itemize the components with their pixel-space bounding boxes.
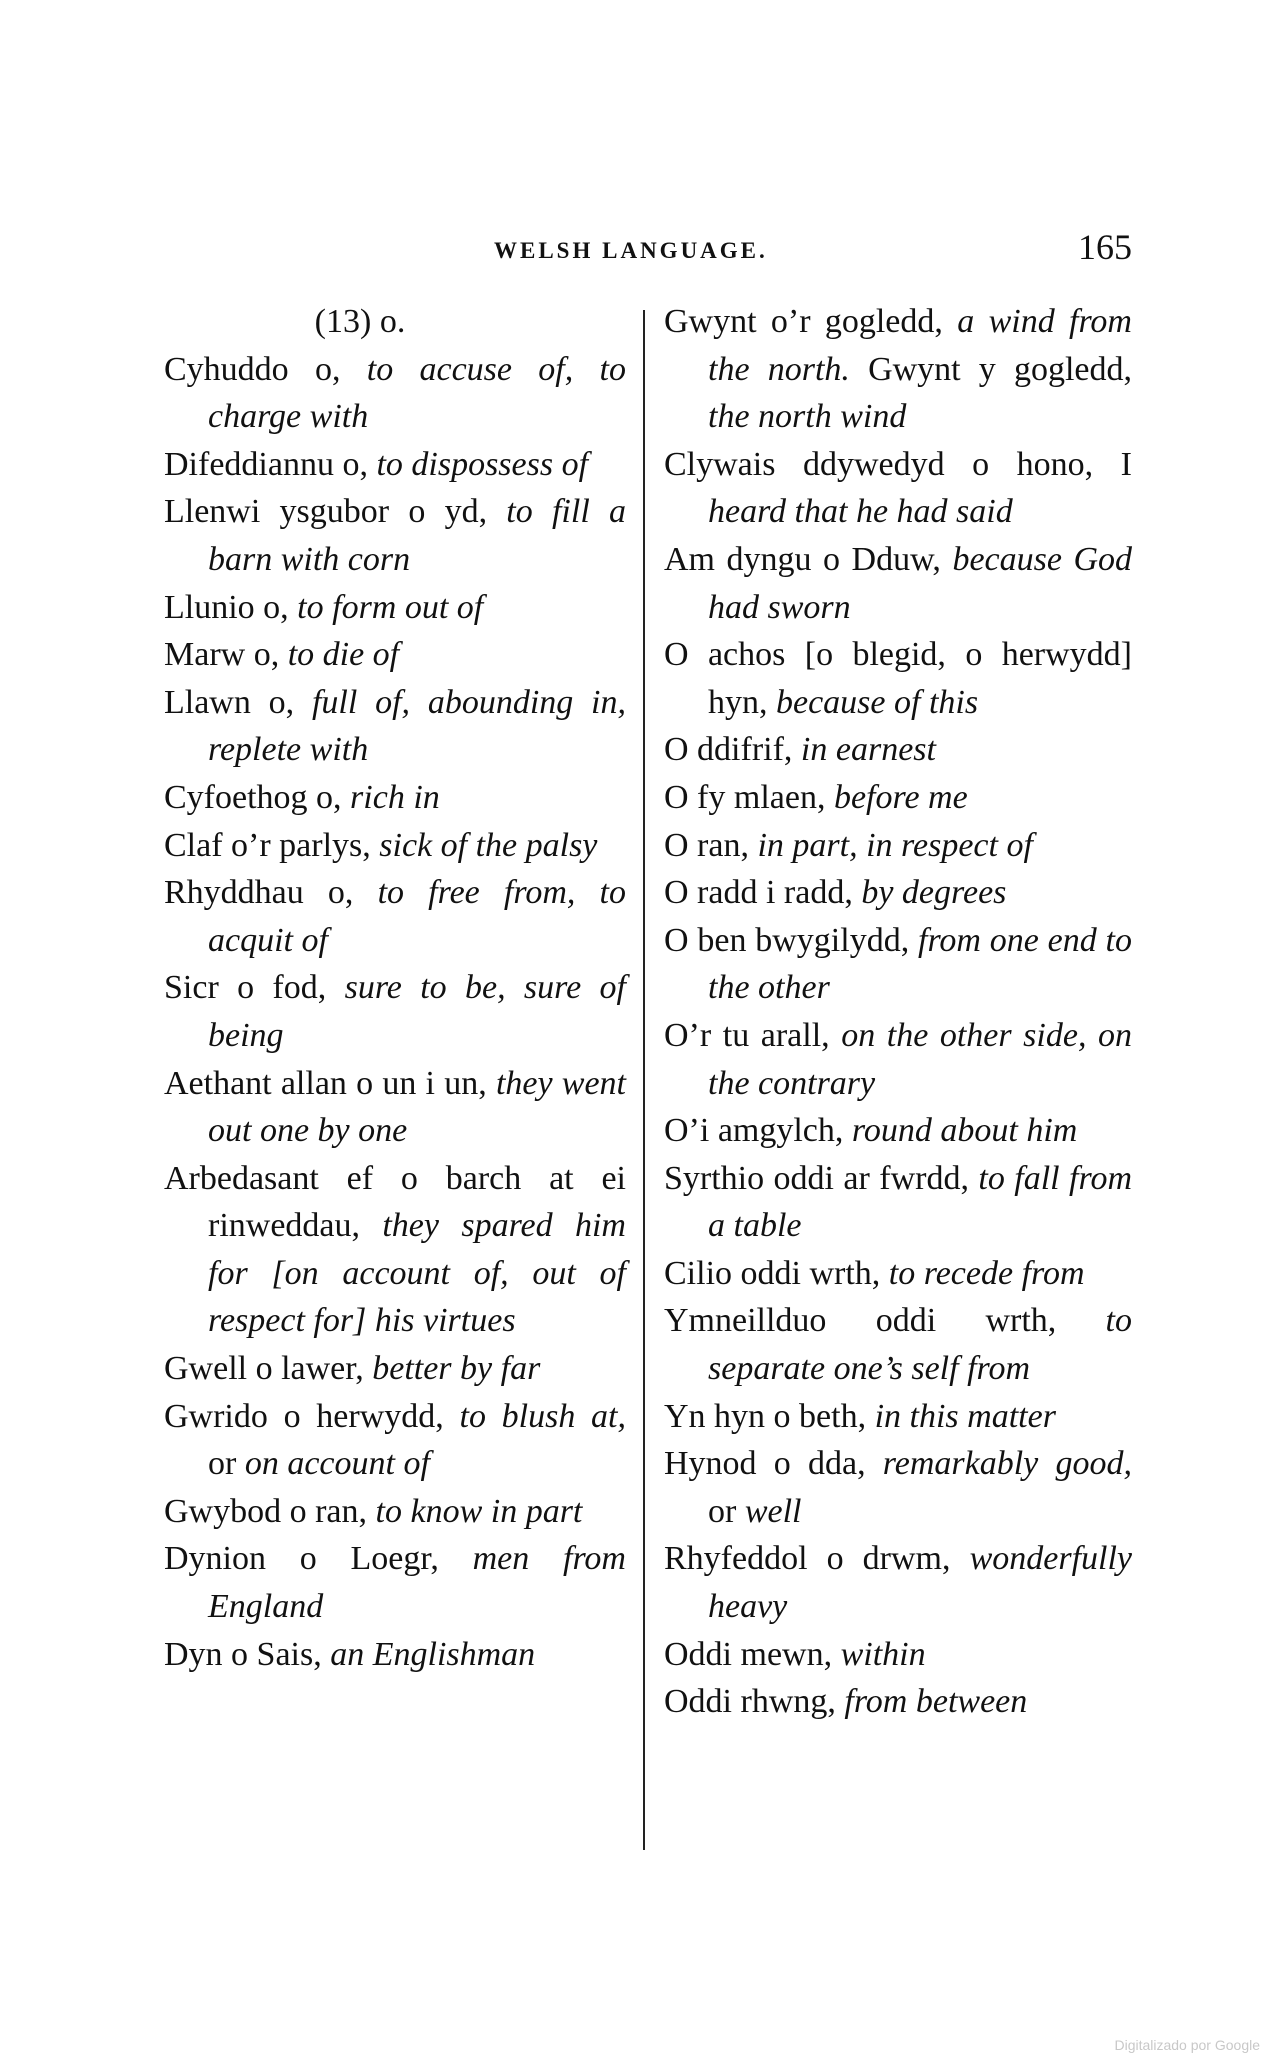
english-gloss: to fill a barn with corn	[208, 493, 626, 578]
english-gloss: to accuse of, to charge with	[208, 350, 626, 436]
english-gloss: to recede from	[888, 1254, 1085, 1292]
english-gloss: the north wind	[708, 398, 907, 436]
dictionary-entry	[664, 1393, 1132, 1441]
welsh-term: Rhyfeddol o drwm,	[664, 1540, 970, 1578]
welsh-term: Cilio oddi wrth,	[664, 1254, 889, 1292]
welsh-term: Syrthio oddi ar fwrdd,	[664, 1159, 979, 1197]
welsh-term: Gwynt o’r gogledd,	[664, 303, 958, 340]
dictionary-entry	[664, 631, 1132, 726]
english-gloss: sure to be, sure of being	[208, 969, 626, 1054]
welsh-term: Llenwi ysgubor o yd,	[164, 493, 507, 531]
english-gloss: to form out of	[297, 588, 484, 626]
dictionary-entry	[664, 822, 1132, 870]
dictionary-entry	[164, 964, 626, 1059]
welsh-term: O achos [o blegid, o herwydd] hyn,	[664, 636, 1132, 721]
welsh-term: Difeddiannu o,	[164, 445, 377, 483]
welsh-term: Clywais ddywedyd o hono, I	[664, 445, 1132, 483]
english-gloss: to dispossess of	[376, 445, 589, 483]
english-gloss: a wind from the north.	[708, 303, 1132, 388]
right-column	[664, 298, 1132, 1726]
welsh-term: Hynod o dda,	[664, 1445, 883, 1483]
english-gloss: before me	[833, 778, 968, 816]
english-gloss: remarkably good,	[882, 1445, 1132, 1483]
welsh-term: Arbedasant ef o barch at ei rinweddau,	[164, 1159, 626, 1245]
dictionary-entry	[664, 1012, 1132, 1107]
welsh-term: O ben bwygilydd,	[664, 921, 918, 959]
english-gloss: they went out one by one	[208, 1064, 626, 1150]
english-gloss: heard that he had said	[708, 493, 1013, 531]
welsh-term: Oddi rhwng,	[664, 1683, 845, 1721]
dictionary-entry	[664, 1107, 1132, 1155]
english-gloss: within	[840, 1635, 926, 1673]
english-gloss: to blush at,	[459, 1397, 627, 1435]
english-gloss: better by far	[372, 1350, 541, 1388]
running-title: WELSH LANGUAGE.	[494, 238, 768, 263]
column-divider	[643, 310, 645, 1850]
page-number: 165	[1078, 227, 1132, 267]
section-heading: (13) o.	[314, 303, 406, 340]
left-column	[164, 298, 626, 1678]
dictionary-entry	[664, 1440, 1132, 1535]
welsh-term: O ran,	[664, 826, 758, 864]
dictionary-entry	[164, 679, 626, 774]
dictionary-entry	[664, 774, 1132, 822]
welsh-term: Claf o’r parlys,	[164, 826, 380, 864]
welsh-term: Gwell o lawer,	[164, 1350, 373, 1388]
welsh-term: Dynion o Loegr,	[164, 1540, 473, 1578]
welsh-term: Yn hyn o beth,	[664, 1397, 875, 1435]
welsh-term: Ymneillduo oddi wrth,	[664, 1302, 1106, 1340]
dictionary-entry	[664, 869, 1132, 917]
english-gloss: in part, in respect of	[757, 826, 1033, 864]
dictionary-entry	[164, 774, 626, 822]
welsh-term: O fy mlaen,	[664, 778, 834, 816]
english-gloss: men from England	[208, 1540, 626, 1626]
left-entry-list	[164, 346, 626, 1679]
dictionary-entry	[164, 1535, 626, 1630]
welsh-term: Cyhuddo o,	[164, 350, 367, 388]
right-entry-list	[664, 298, 1132, 1726]
dictionary-entry	[164, 631, 626, 679]
dictionary-entry	[164, 1393, 626, 1488]
dictionary-entry	[164, 488, 626, 583]
english-gloss: by degrees	[861, 874, 1007, 912]
english-gloss: to die of	[287, 636, 400, 674]
dictionary-entry	[664, 1535, 1132, 1630]
dictionary-entry	[664, 726, 1132, 774]
welsh-term: O radd i radd,	[664, 874, 862, 912]
dictionary-entry	[664, 917, 1132, 1012]
dictionary-entry	[664, 1250, 1132, 1298]
dictionary-entry	[164, 869, 626, 964]
english-gloss: they spared him for [on account of, out of respect for] his virtues	[208, 1207, 626, 1340]
english-gloss: in this matter	[874, 1397, 1056, 1435]
dictionary-entry	[164, 1488, 626, 1536]
dictionary-entry	[164, 822, 626, 870]
welsh-term: Sicr o fod,	[164, 969, 345, 1007]
dictionary-entry	[664, 298, 1132, 441]
welsh-term: Aethant allan o un i un,	[164, 1064, 496, 1102]
english-gloss: because of this	[776, 683, 979, 721]
english-gloss: an Englishman	[330, 1635, 536, 1673]
english-gloss: to free from, to acquit of	[208, 874, 626, 959]
dictionary-entry	[664, 1155, 1132, 1250]
english-gloss: full of, abounding in, replete with	[208, 683, 627, 769]
dictionary-entry	[664, 1678, 1132, 1726]
dictionary-entry	[664, 441, 1132, 536]
dictionary-entry	[664, 1631, 1132, 1679]
welsh-term: Rhyddhau o,	[164, 874, 378, 912]
page-header	[164, 226, 1132, 274]
welsh-term: Cyfoethog o,	[164, 778, 351, 816]
welsh-term: O’r tu arall,	[664, 1016, 842, 1054]
dictionary-entry	[164, 1155, 626, 1345]
english-gloss: to separate one’s self from	[708, 1302, 1132, 1388]
english-gloss: in earnest	[800, 731, 936, 769]
dictionary-entry	[664, 536, 1132, 631]
connector-text: or	[708, 1492, 745, 1530]
dictionary-entry	[164, 1631, 626, 1679]
welsh-term: Dyn o Sais,	[164, 1635, 331, 1673]
welsh-term: Gwybod o ran,	[164, 1492, 376, 1530]
dictionary-entry	[164, 584, 626, 632]
english-gloss: to know in part	[375, 1492, 583, 1530]
welsh-term: O’i amgylch,	[664, 1112, 852, 1150]
watermark: Digitalizado por Google	[1114, 2037, 1260, 2053]
welsh-term: Llawn o,	[164, 683, 312, 721]
dictionary-entry	[664, 1297, 1132, 1392]
english-gloss: from between	[844, 1683, 1028, 1721]
english-gloss: on account of	[244, 1445, 430, 1483]
welsh-term: Oddi mewn,	[664, 1635, 841, 1673]
welsh-term: Gwrido o herwydd,	[164, 1397, 460, 1435]
english-gloss: sick of the palsy	[379, 826, 598, 864]
english-gloss: wonderfully heavy	[708, 1540, 1132, 1626]
dictionary-entry	[164, 441, 626, 489]
english-gloss: to fall from a table	[708, 1159, 1132, 1245]
welsh-term: Llunio o,	[164, 588, 298, 626]
dictionary-entry	[164, 346, 626, 441]
english-gloss: rich in	[350, 778, 440, 816]
welsh-term: Gwynt y gogledd,	[849, 350, 1132, 388]
english-gloss: round about him	[851, 1112, 1078, 1150]
english-gloss: well	[744, 1492, 802, 1530]
welsh-term: Am dyngu o Dduw,	[664, 540, 953, 578]
welsh-term: O ddifrif,	[664, 731, 801, 769]
english-gloss: from one end to the other	[708, 921, 1132, 1007]
welsh-term: Marw o,	[164, 636, 288, 674]
dictionary-entry	[164, 1345, 626, 1393]
english-gloss: because God had sworn	[708, 540, 1133, 626]
dictionary-entry	[164, 1060, 626, 1155]
connector-text: or	[208, 1445, 245, 1483]
english-gloss: on the other side, on the contrary	[708, 1016, 1132, 1102]
